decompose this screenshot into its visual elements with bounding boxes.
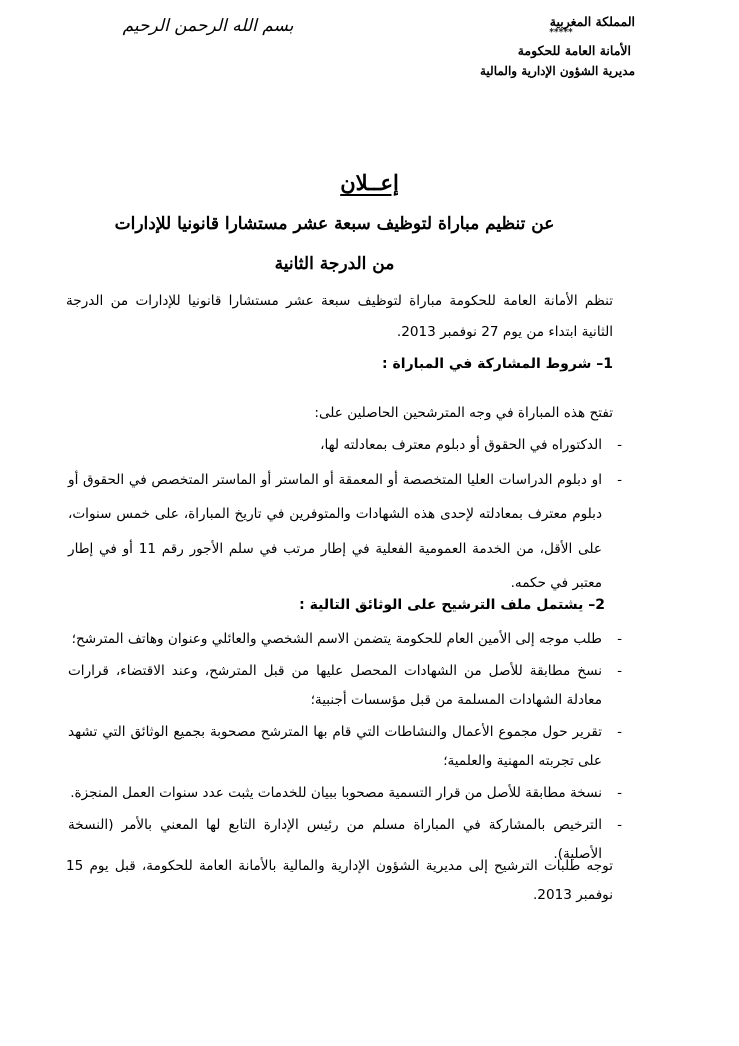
list-item bbox=[68, 657, 622, 715]
list-item bbox=[68, 625, 622, 654]
title-line-1: عن تنظيم مباراة لتوظيف سبعة عشر مستشارا قانونيا للإدارات bbox=[114, 214, 555, 234]
announcement-heading-text: إعــلان bbox=[340, 170, 399, 195]
list-item-text: نسخة مطابقة للأصل من قرار التسمية مصحوبا ببيان للخدمات يثبت عدد سنوات العمل المنجزة. bbox=[70, 785, 602, 801]
list-item-text: تقرير حول مجموع الأعمال والنشاطات التي قام بها المترشح مصحوبة بجميع الوثائق التي تشهد على تجربته المهنية والعلمية؛ bbox=[68, 724, 602, 769]
list-item bbox=[68, 779, 622, 808]
bullet-dash: - bbox=[617, 817, 622, 833]
list-item bbox=[68, 428, 622, 463]
section-1-heading: 1– شروط المشاركة في المباراة : bbox=[382, 356, 613, 372]
list-item-text: او دبلوم الدراسات العليا المتخصصة أو المعمقة أو الماستر أو الماستر المتخصص في الحقوق أو دبلوم معترف بمعادلته لإحدى هذه الشهادات والمتوفرين في تاريخ المباراة، على خمس سنوات، على الأقل، من الخدمة العمومية الفعلية في إطار مرتب في سلم الأجور رقم 11 أو في إطار معتبر في حكمه. bbox=[68, 471, 602, 591]
bullet-dash: - bbox=[617, 663, 622, 679]
list-item bbox=[68, 718, 622, 776]
letterhead bbox=[451, 14, 641, 79]
section-1-lead: تفتح هذه المباراة في وجه المترشحين الحاصلين على: bbox=[314, 405, 613, 421]
list-item-text: الدكتوراه في الحقوق أو دبلوم معترف بمعادلته لها، bbox=[320, 437, 602, 453]
announcement-heading bbox=[0, 170, 739, 195]
list-item-text: طلب موجه إلى الأمين العام للحكومة يتضمن الاسم الشخصي والعائلي وعنوان وهاتف المترشح؛ bbox=[71, 631, 602, 647]
title-line-2: من الدرجة الثانية bbox=[274, 254, 395, 274]
bullet-dash: - bbox=[617, 471, 622, 488]
country-name: المملكة المغربية bbox=[549, 14, 635, 29]
directorate-name: مديرية الشؤون الإدارية والمالية bbox=[479, 64, 635, 78]
section-2-heading: 2– يشتمل ملف الترشيح على الوثائق التالية : bbox=[299, 597, 605, 613]
documents-list bbox=[68, 625, 622, 872]
basmala-calligraphy: بسم الله الرحمن الرحيم bbox=[122, 16, 294, 36]
closing-paragraph: توجه طلبات الترشيح إلى مديرية الشؤون الإدارية والمالية بالأمانة العامة للحكومة، قبل يوم 15 نوفمبر 2013. bbox=[66, 858, 613, 903]
bullet-dash: - bbox=[617, 724, 622, 740]
secretariat-name: الأمانة العامة للحكومة bbox=[517, 43, 631, 58]
list-item bbox=[68, 463, 622, 601]
intro-paragraph: تنظم الأمانة العامة للحكومة مباراة لتوظيف سبعة عشر مستشارا قانونيا للإدارات من الدرجة الثانية ابتداء من يوم 27 نوفمبر 2013. bbox=[66, 293, 613, 340]
bullet-dash: - bbox=[617, 631, 622, 647]
letterhead-separator: ***** bbox=[549, 28, 573, 38]
bullet-dash: - bbox=[617, 785, 622, 801]
bullet-dash: - bbox=[617, 437, 622, 453]
list-item-text: نسخ مطابقة للأصل من الشهادات المحصل عليها من قبل المترشح، وعند الاقتضاء، قرارات معادلة الشهادات المسلمة من قبل مؤسسات أجنبية؛ bbox=[68, 663, 602, 708]
list-item-text: الترخيص بالمشاركة في المباراة مسلم من رئيس الإدارة التابع لها المعني بالأمر (النسخة الأصلية). bbox=[68, 817, 602, 862]
conditions-list bbox=[68, 428, 622, 601]
